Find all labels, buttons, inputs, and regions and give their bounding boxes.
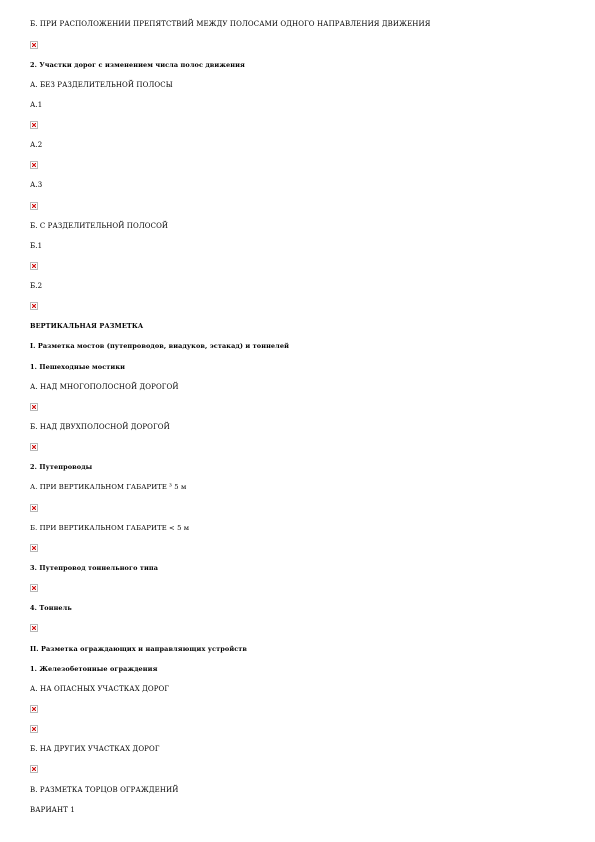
text-line: А. НАД МНОГОПОЛОСНОЙ ДОРОГОЙ bbox=[30, 383, 179, 391]
section-heading: II. Разметка ограждающих и направляющих устройств bbox=[30, 645, 248, 653]
text-line: Б. С РАЗДЕЛИТЕЛЬНОЙ ПОЛОСОЙ bbox=[30, 222, 169, 230]
section-heading: 1. Железобетонные ограждения bbox=[30, 665, 158, 673]
broken-image-icon bbox=[30, 161, 38, 169]
section-heading: 1. Пешеходные мостики bbox=[30, 363, 126, 371]
section-heading: 4. Тоннель bbox=[30, 604, 72, 612]
broken-image-icon bbox=[30, 624, 38, 632]
text-line: А. НА ОПАСНЫХ УЧАСТКАХ ДОРОГ bbox=[30, 685, 170, 693]
broken-image-icon bbox=[30, 705, 38, 713]
text-line: В. РАЗМЕТКА ТОРЦОВ ОГРАЖДЕНИЙ bbox=[30, 786, 179, 794]
text-line: А. БЕЗ РАЗДЕЛИТЕЛЬНОЙ ПОЛОСЫ bbox=[30, 81, 173, 89]
text-line: А.2 bbox=[30, 141, 43, 149]
text-line: А.1 bbox=[30, 101, 43, 109]
text-line: Б.1 bbox=[30, 242, 43, 250]
broken-image-icon bbox=[30, 725, 38, 733]
broken-image-icon bbox=[30, 202, 38, 210]
section-heading: I. Разметка мостов (путепроводов, виадуков, эстакад) и тоннелей bbox=[30, 342, 290, 350]
broken-image-icon bbox=[30, 403, 38, 411]
text-line: Б. ПРИ ВЕРТИКАЛЬНОМ ГАБАРИТЕ < 5 м bbox=[30, 524, 190, 532]
text-line: Б.2 bbox=[30, 282, 43, 290]
broken-image-icon bbox=[30, 584, 38, 592]
broken-image-icon bbox=[30, 41, 38, 49]
section-heading: 2. Путепроводы bbox=[30, 463, 93, 471]
section-heading: 2. Участки дорог с изменением числа полос движения bbox=[30, 61, 245, 69]
section-heading: ВЕРТИКАЛЬНАЯ РАЗМЕТКА bbox=[30, 322, 144, 330]
text-line: А. ПРИ ВЕРТИКАЛЬНОМ ГАБАРИТЕ ³ 5 м bbox=[30, 483, 187, 491]
text-line: Б. НА ДРУГИХ УЧАСТКАХ ДОРОГ bbox=[30, 745, 160, 753]
broken-image-icon bbox=[30, 765, 38, 773]
section-heading: 3. Путепровод тоннельного типа bbox=[30, 564, 159, 572]
text-line: Б. НАД ДВУХПОЛОСНОЙ ДОРОГОЙ bbox=[30, 423, 170, 431]
broken-image-icon bbox=[30, 262, 38, 270]
broken-image-icon bbox=[30, 504, 38, 512]
text-line: А.3 bbox=[30, 181, 43, 189]
text-line: Б. ПРИ РАСПОЛОЖЕНИИ ПРЕПЯТСТВИЙ МЕЖДУ ПОЛОСАМИ ОДНОГО НАПРАВЛЕНИЯ ДВИЖЕНИЯ bbox=[30, 20, 431, 28]
broken-image-icon bbox=[30, 121, 38, 129]
broken-image-icon bbox=[30, 302, 38, 310]
broken-image-icon bbox=[30, 443, 38, 451]
text-line: ВАРИАНТ 1 bbox=[30, 806, 75, 814]
broken-image-icon bbox=[30, 544, 38, 552]
